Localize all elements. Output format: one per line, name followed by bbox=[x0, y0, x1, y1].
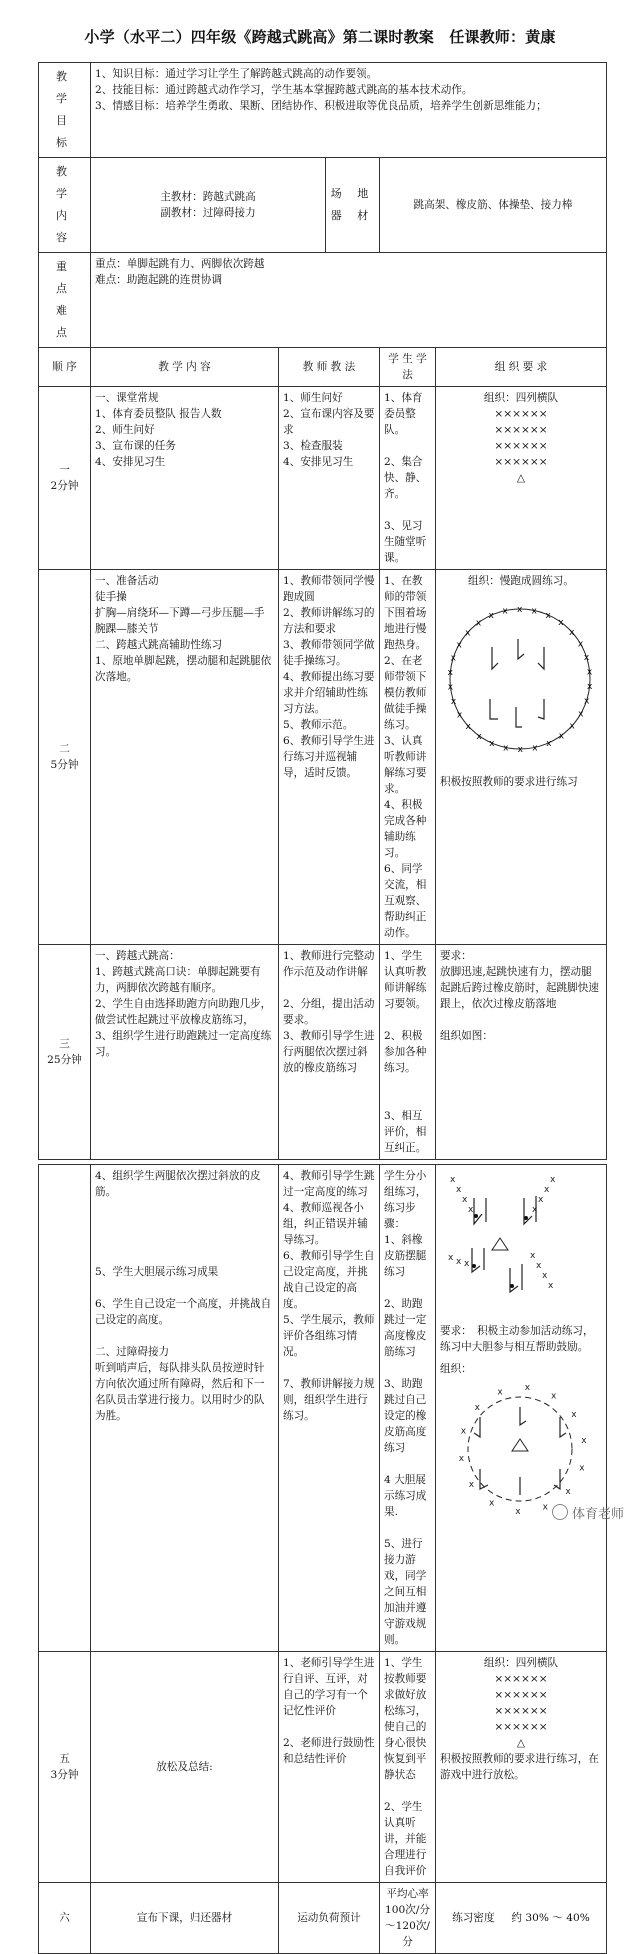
org-title: 组织：四列横队 bbox=[483, 1657, 559, 1669]
venue-label: 场 地 器 材 bbox=[326, 158, 380, 253]
student-mark: x bbox=[558, 618, 564, 629]
section-2-order: 二 5分钟 bbox=[39, 570, 91, 945]
student-mark: x bbox=[569, 627, 575, 638]
section-4-content: 4、组织学生两腿依次摆过斜放的皮筋。 5、学生大胆展示练习成果 6、学生自己设定一个高度，并挑战自己设定的高度。 二、过障碍接力 听到哨声后，每队排头队员按逆时针方向依次通过所有障碍，然后和下一名队员击掌进行接力。以用时少的队为胜。 bbox=[91, 1165, 279, 1652]
header-organization: 组 织 要 求 bbox=[436, 348, 607, 387]
student-mark: x bbox=[456, 710, 463, 721]
student-mark: x bbox=[545, 610, 551, 621]
section-1-student: 1、体育委员整队。 2、集合快、静、齐。 3、见习生随堂听课。 bbox=[380, 387, 436, 570]
density-value: 约 30% ～ 40% bbox=[511, 1912, 590, 1924]
formation-row: ×××××× bbox=[494, 1705, 548, 1717]
section-3-student: 1、学生认真听教师讲解练习要领。 2、积极参加各种练习。 3、相互评价，相互纠正。 bbox=[380, 945, 436, 1160]
student-mark: x bbox=[476, 731, 482, 742]
objective-skill: 2、技能目标：通过跨越式动作学习，学生基本掌握跨越式跳高的基本技术动作。 bbox=[95, 84, 473, 96]
footer-order: 六 bbox=[39, 1883, 91, 1954]
section-5-teacher: 1、老师引导学生进行自评、互评，对自己的学习有一个记忆性评价 2、老师进行鼓励性和总结性评价 bbox=[279, 1652, 380, 1883]
objective-knowledge: 1、知识目标：通过学习让学生了解跨越式跳高的动作要领。 bbox=[95, 68, 378, 80]
student-mark: x bbox=[503, 743, 509, 754]
student-mark: x bbox=[542, 1502, 548, 1513]
student-mark: x bbox=[460, 1426, 467, 1437]
watermark bbox=[552, 1503, 624, 1522]
section-2-teacher: 1、教师带领同学慢跑成圆 2、教师讲解练习的方法和要求 3、教师带领同学做徒手操练习。 4、教师提出练习要求并介绍辅助性练习方法。 5、教师示范。 6、教师引导学生进行练习并巡视辅导，适时反馈。 bbox=[279, 570, 380, 945]
svg-text:x: x bbox=[544, 1185, 550, 1195]
section-5-organization bbox=[436, 1652, 607, 1883]
svg-text:x: x bbox=[548, 1281, 554, 1291]
student-mark: x bbox=[450, 696, 457, 707]
student-mark: x bbox=[546, 738, 552, 749]
student-mark: x bbox=[532, 743, 538, 754]
section-1-content: 一、课堂常规 1、体育委员整队 报告人数 2、师生问好 3、宣布课的任务 4、安排见习生 bbox=[91, 387, 279, 570]
section-4-teacher: 4、教师引导学生跳过一定高度的练习 4、教师巡视各小组，纠正错误并辅导练习。 6、教师引导学生自己设定高度，并挑战自己设定的高度。 5、学生展示，教师评价各组练习情况。 7、教师讲解接力规则，组织学生进行练习。 bbox=[279, 1165, 380, 1652]
svg-text:x: x bbox=[448, 1253, 454, 1263]
teacher-triangle: △ bbox=[516, 472, 526, 484]
heart-rate-value: 100次/分～120次/分 bbox=[385, 1904, 430, 1948]
section-2-content: 一、准备活动 徒手操 扩胸—肩绕环—下蹲—弓步压腿—手腕踝—膝关节 二、跨越式跳高辅助性练习 1、原地单脚起跳，摆动腿和起跳腿依次落地。 bbox=[91, 570, 279, 945]
student-mark: x bbox=[450, 653, 456, 664]
student-mark: x bbox=[587, 682, 593, 692]
student-mark: x bbox=[497, 1387, 503, 1398]
section-3-order: 三 25分钟 bbox=[39, 945, 91, 1160]
student-mark: x bbox=[515, 1506, 521, 1517]
student-mark: x bbox=[447, 682, 454, 693]
student-mark: x bbox=[489, 1498, 495, 1509]
student-mark: x bbox=[578, 709, 584, 720]
section-3-organization: 要求： 放脚迅速,起跳快速有力，摆动腿起跳后跨过橡皮筋时，起跳脚快速跟上，依次过橡皮筋落地 组织如图： bbox=[436, 945, 607, 1160]
student-mark: x bbox=[571, 1410, 577, 1421]
svg-text:x: x bbox=[530, 1251, 536, 1261]
sub-material: 副教材：过障碍接力 bbox=[160, 207, 256, 219]
section-1-organization bbox=[436, 387, 607, 570]
student-mark: x bbox=[468, 1479, 475, 1490]
group-practice-diagram bbox=[440, 1168, 600, 1318]
student-mark: x bbox=[465, 722, 471, 733]
org-title: 组织：四列横队 bbox=[483, 392, 559, 404]
load-label: 运动负荷预计 bbox=[279, 1883, 380, 1954]
section-5-order: 五 3分钟 bbox=[39, 1652, 91, 1883]
lesson-plan-table bbox=[38, 62, 607, 1954]
density-cell bbox=[436, 1883, 607, 1954]
student-mark: x bbox=[565, 1487, 571, 1498]
content-label: 教 学 内 容 bbox=[39, 158, 91, 253]
main-material: 主教材：跨越式跳高 bbox=[160, 191, 256, 203]
formation-row: ×××××× bbox=[494, 440, 548, 452]
formation-row: ×××××× bbox=[494, 1673, 548, 1685]
jog-circle-diagram bbox=[440, 589, 600, 769]
student-mark: x bbox=[551, 1391, 557, 1402]
content-materials bbox=[91, 158, 326, 253]
formation-row: ×××××× bbox=[494, 1721, 548, 1733]
svg-text:x: x bbox=[464, 1259, 470, 1269]
section-4-order bbox=[39, 1165, 91, 1652]
density-label: 练习密度 bbox=[452, 1912, 495, 1924]
section-3-content: 一、跨越式跳高： 1、跨越式跳高口诀：单脚起跳要有力，两脚依次跨越有顺序。 2、学生自由选择助跑方向助跑几步，做尝试性起跳过平放橡皮筋练习， 3、组织学生进行助跑跳过一定高度练习。 bbox=[91, 945, 279, 1160]
org-note: 积极按照教师的要求进行练习 bbox=[440, 776, 578, 788]
student-mark: x bbox=[517, 605, 523, 615]
svg-text:x: x bbox=[468, 1205, 474, 1215]
objective-emotion: 3、情感目标：培养学生勇敢、果断、团结协作、积极进取等优良品质，培养学生创新思维能力； bbox=[95, 100, 547, 112]
section-2-student: 1、在教师的带领下围着场地进行慢跑热身。 2、在老师带领下模仿教师做徒手操练习。 3、认真听教师讲解练习要求。 4、积极完成各种辅助练习。 6、同学交流，相互观察、帮助纠正动作。 bbox=[380, 570, 436, 945]
student-mark: x bbox=[583, 653, 590, 664]
svg-text:x: x bbox=[538, 1195, 544, 1205]
student-mark: x bbox=[488, 611, 494, 622]
svg-text:x: x bbox=[462, 1195, 468, 1205]
student-mark: x bbox=[577, 639, 584, 650]
svg-text:x: x bbox=[550, 1175, 556, 1185]
venue-equipment: 跳高架、橡皮筋、体操垫、接力棒 bbox=[380, 158, 607, 253]
objectives-label: 教 学 目 标 bbox=[39, 63, 91, 158]
section-1-order: 一 2分钟 bbox=[39, 387, 91, 570]
student-mark: x bbox=[489, 739, 495, 750]
student-mark: x bbox=[531, 606, 537, 617]
teacher-triangle: △ bbox=[516, 1737, 526, 1749]
heart-rate-label: 平均心率 bbox=[386, 1888, 429, 1900]
formation-row: ×××××× bbox=[494, 424, 548, 436]
header-content: 教 学 内 容 bbox=[91, 348, 279, 387]
svg-text:x: x bbox=[532, 1205, 538, 1215]
page-title: 小学（水平二）四年级《跨越式跳高》第二课时教案 任课教师：黄康 bbox=[84, 28, 556, 46]
keypoint-label: 重 点 难 点 bbox=[39, 253, 91, 348]
svg-text:x: x bbox=[456, 1257, 462, 1267]
org-requirement: 要求： 积极主动参加活动练习，练习中大胆参与相互帮助鼓励。 bbox=[440, 1325, 594, 1353]
section-5-content: 放松及总结: bbox=[91, 1652, 279, 1883]
header-order: 顺 序 bbox=[39, 348, 91, 387]
student-mark: x bbox=[447, 668, 453, 678]
header-student: 学 生 学 法 bbox=[380, 348, 436, 387]
section-3-teacher: 1、教师进行完整动作示范及动作讲解 2、分组，提出活动要求。 3、教师引导学生进行两腿依次摆过斜放的橡皮筋练习 bbox=[279, 945, 380, 1160]
student-mark: x bbox=[584, 696, 590, 707]
student-mark: x bbox=[458, 1454, 465, 1465]
footer-content: 宣布下课，归还器材 bbox=[91, 1883, 279, 1954]
difficult-point: 难点：助跑起跳的连贯协调 bbox=[95, 274, 223, 286]
student-mark: x bbox=[465, 628, 471, 639]
student-mark: x bbox=[579, 1463, 585, 1474]
student-mark: x bbox=[581, 1435, 587, 1446]
wechat-icon bbox=[552, 1504, 568, 1520]
key-point: 重点：单脚起跳有力、两脚依次跨越 bbox=[95, 258, 265, 270]
svg-text:x: x bbox=[536, 1261, 542, 1271]
svg-text:x: x bbox=[542, 1271, 548, 1281]
student-mark: x bbox=[502, 606, 508, 617]
student-mark: x bbox=[474, 1402, 480, 1413]
student-mark: x bbox=[569, 721, 575, 732]
heart-rate bbox=[380, 1883, 436, 1954]
section-2-organization bbox=[436, 570, 607, 945]
student-mark: x bbox=[456, 640, 462, 651]
svg-text:x: x bbox=[450, 1175, 456, 1185]
org-title: 组织： bbox=[440, 1363, 472, 1375]
section-4-organization bbox=[436, 1165, 607, 1652]
student-mark: x bbox=[586, 667, 593, 678]
student-mark: x bbox=[558, 731, 565, 742]
formation-row: ×××××× bbox=[494, 1689, 548, 1701]
section-4-student: 学生分小组练习，练习步骤： 1、斜橡皮筋摆腿练习 2、助跑跳过一定高度橡皮筋练习 3、助跑跳过自己设定的橡皮筋高度练习 4 大胆展示练习成果. 5、进行接力游戏，同学之间互相加油并遵守游戏规则。 bbox=[380, 1165, 436, 1652]
student-mark: x bbox=[475, 618, 482, 629]
org-title: 组织：慢跑成圆练习。 bbox=[468, 575, 574, 587]
org-note: 积极按照教师的要求进行练习，在游戏中进行放松。 bbox=[440, 1753, 599, 1781]
formation-row: ×××××× bbox=[494, 408, 548, 420]
student-mark: x bbox=[524, 1383, 531, 1394]
header-teacher: 教 师 教 法 bbox=[279, 348, 380, 387]
section-1-teacher: 1、师生问好 2、宣布课内容及要求 3、检查服装 4、安排见习生 bbox=[279, 387, 380, 570]
section-5-student: 1、学生按教师要求做好放松练习，使自己的身心很快恢复到平静状态 2、学生认真听讲，并能合理进行自我评价 bbox=[380, 1652, 436, 1883]
formation-row: ×××××× bbox=[494, 456, 548, 468]
svg-text:x: x bbox=[456, 1185, 462, 1195]
student-mark: x bbox=[517, 745, 523, 755]
objectives-cell bbox=[91, 63, 607, 158]
keypoint-cell bbox=[91, 253, 607, 348]
watermark-text: 体育老师 bbox=[571, 1507, 624, 1522]
